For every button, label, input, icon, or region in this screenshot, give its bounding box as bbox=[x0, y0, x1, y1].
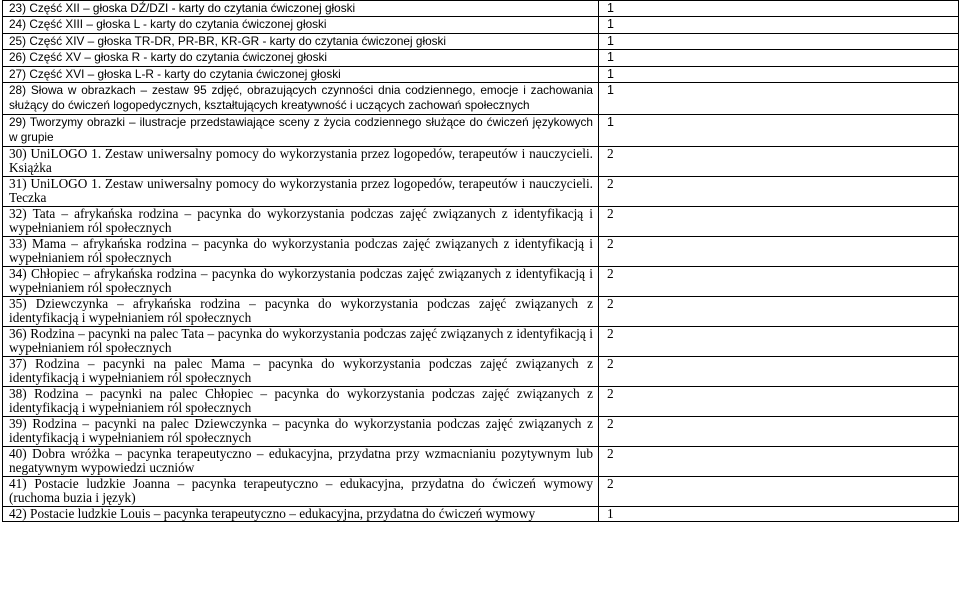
item-description: 33) Mama – afrykańska rodzina – pacynka do wykorzystania podczas zajęć związanych z identyfikacją i wypełnianiem ról społecznych bbox=[3, 236, 599, 266]
item-quantity: 2 bbox=[599, 356, 959, 386]
item-quantity: 1 bbox=[599, 83, 959, 115]
item-quantity: 2 bbox=[599, 146, 959, 176]
table-row bbox=[3, 176, 959, 206]
item-quantity: 2 bbox=[599, 266, 959, 296]
item-description: 27) Część XVI – głoska L-R - karty do czytania ćwiczonej głoski bbox=[3, 66, 599, 82]
table-row bbox=[3, 356, 959, 386]
items-table bbox=[2, 0, 959, 522]
table-row bbox=[3, 476, 959, 506]
table-row bbox=[3, 296, 959, 326]
table-row bbox=[3, 206, 959, 236]
table-row bbox=[3, 1, 959, 17]
item-description: 30) UniLOGO 1. Zestaw uniwersalny pomocy do wykorzystania przez logopedów, terapeutów i nauczycieli. Książka bbox=[3, 146, 599, 176]
item-quantity: 1 bbox=[599, 506, 959, 522]
item-quantity: 1 bbox=[599, 50, 959, 66]
item-quantity: 2 bbox=[599, 206, 959, 236]
item-quantity: 2 bbox=[599, 236, 959, 266]
item-quantity: 2 bbox=[599, 326, 959, 356]
item-description: 25) Część XIV – głoska TR-DR, PR-BR, KR-GR - karty do czytania ćwiczonej głoski bbox=[3, 33, 599, 49]
item-description: 35) Dziewczynka – afrykańska rodzina – pacynka do wykorzystania podczas zajęć związanych z identyfikacją i wypełnianiem ról społecznych bbox=[3, 296, 599, 326]
table-row bbox=[3, 446, 959, 476]
item-quantity: 2 bbox=[599, 386, 959, 416]
table-row bbox=[3, 326, 959, 356]
table-row bbox=[3, 416, 959, 446]
items-table-body bbox=[3, 1, 959, 522]
table-row bbox=[3, 66, 959, 82]
table-row bbox=[3, 17, 959, 33]
item-description: 34) Chłopiec – afrykańska rodzina – pacynka do wykorzystania podczas zajęć związanych z identyfikacją i wypełnianiem ról społecznych bbox=[3, 266, 599, 296]
item-quantity: 2 bbox=[599, 446, 959, 476]
item-description: 42) Postacie ludzkie Louis – pacynka terapeutyczno – edukacyjna, przydatna do ćwiczeń wymowy bbox=[3, 506, 599, 522]
item-description: 32) Tata – afrykańska rodzina – pacynka do wykorzystania podczas zajęć związanych z identyfikacją i wypełnianiem ról społecznych bbox=[3, 206, 599, 236]
item-quantity: 1 bbox=[599, 17, 959, 33]
item-description: 39) Rodzina – pacynki na palec Dziewczynka – pacynka do wykorzystania podczas zajęć związanych z identyfikacją i wypełnianiem ról społecznych bbox=[3, 416, 599, 446]
item-quantity: 1 bbox=[599, 33, 959, 49]
item-description: 28) Słowa w obrazkach – zestaw 95 zdjęć, obrazujących czynności dnia codziennego, emocje i zachowania służący do ćwiczeń logopedycznych, kształtujących kreatywność i uczących zachowań społecznych bbox=[3, 83, 599, 115]
item-description: 41) Postacie ludzkie Joanna – pacynka terapeutyczno – edukacyjna, przydatna do ćwiczeń wymowy (ruchoma buzia i język) bbox=[3, 476, 599, 506]
item-description: 26) Część XV – głoska R - karty do czytania ćwiczonej głoski bbox=[3, 50, 599, 66]
item-description: 38) Rodzina – pacynki na palec Chłopiec – pacynka do wykorzystania podczas zajęć związanych z identyfikacją i wypełnianiem ról społecznych bbox=[3, 386, 599, 416]
table-row bbox=[3, 266, 959, 296]
table-row bbox=[3, 114, 959, 146]
item-description: 40) Dobra wróżka – pacynka terapeutyczno – edukacyjna, przydatna przy wzmacnianiu pozytywnym lub negatywnym wypowiedzi uczniów bbox=[3, 446, 599, 476]
item-quantity: 1 bbox=[599, 66, 959, 82]
item-description: 36) Rodzina – pacynki na palec Tata – pacynka do wykorzystania podczas zajęć związanych z identyfikacją i wypełnianiem ról społecznych bbox=[3, 326, 599, 356]
item-quantity: 2 bbox=[599, 176, 959, 206]
table-row bbox=[3, 386, 959, 416]
item-description: 37) Rodzina – pacynki na palec Mama – pacynka do wykorzystania podczas zajęć związanych z identyfikacją i wypełnianiem ról społecznych bbox=[3, 356, 599, 386]
item-description: 31) UniLOGO 1. Zestaw uniwersalny pomocy do wykorzystania przez logopedów, terapeutów i nauczycieli. Teczka bbox=[3, 176, 599, 206]
item-quantity: 2 bbox=[599, 416, 959, 446]
table-row bbox=[3, 236, 959, 266]
item-quantity: 1 bbox=[599, 1, 959, 17]
item-description: 29) Tworzymy obrazki – ilustracje przedstawiające sceny z życia codziennego służące do ćwiczeń językowych w grupie bbox=[3, 114, 599, 146]
item-description: 23) Część XII – głoska DŹ/DZI - karty do czytania ćwiczonej głoski bbox=[3, 1, 599, 17]
table-row bbox=[3, 506, 959, 522]
item-quantity: 2 bbox=[599, 296, 959, 326]
item-quantity: 1 bbox=[599, 114, 959, 146]
item-quantity: 2 bbox=[599, 476, 959, 506]
table-row bbox=[3, 146, 959, 176]
table-row bbox=[3, 83, 959, 115]
table-row bbox=[3, 50, 959, 66]
item-description: 24) Część XIII – głoska L - karty do czytania ćwiczonej głoski bbox=[3, 17, 599, 33]
table-row bbox=[3, 33, 959, 49]
